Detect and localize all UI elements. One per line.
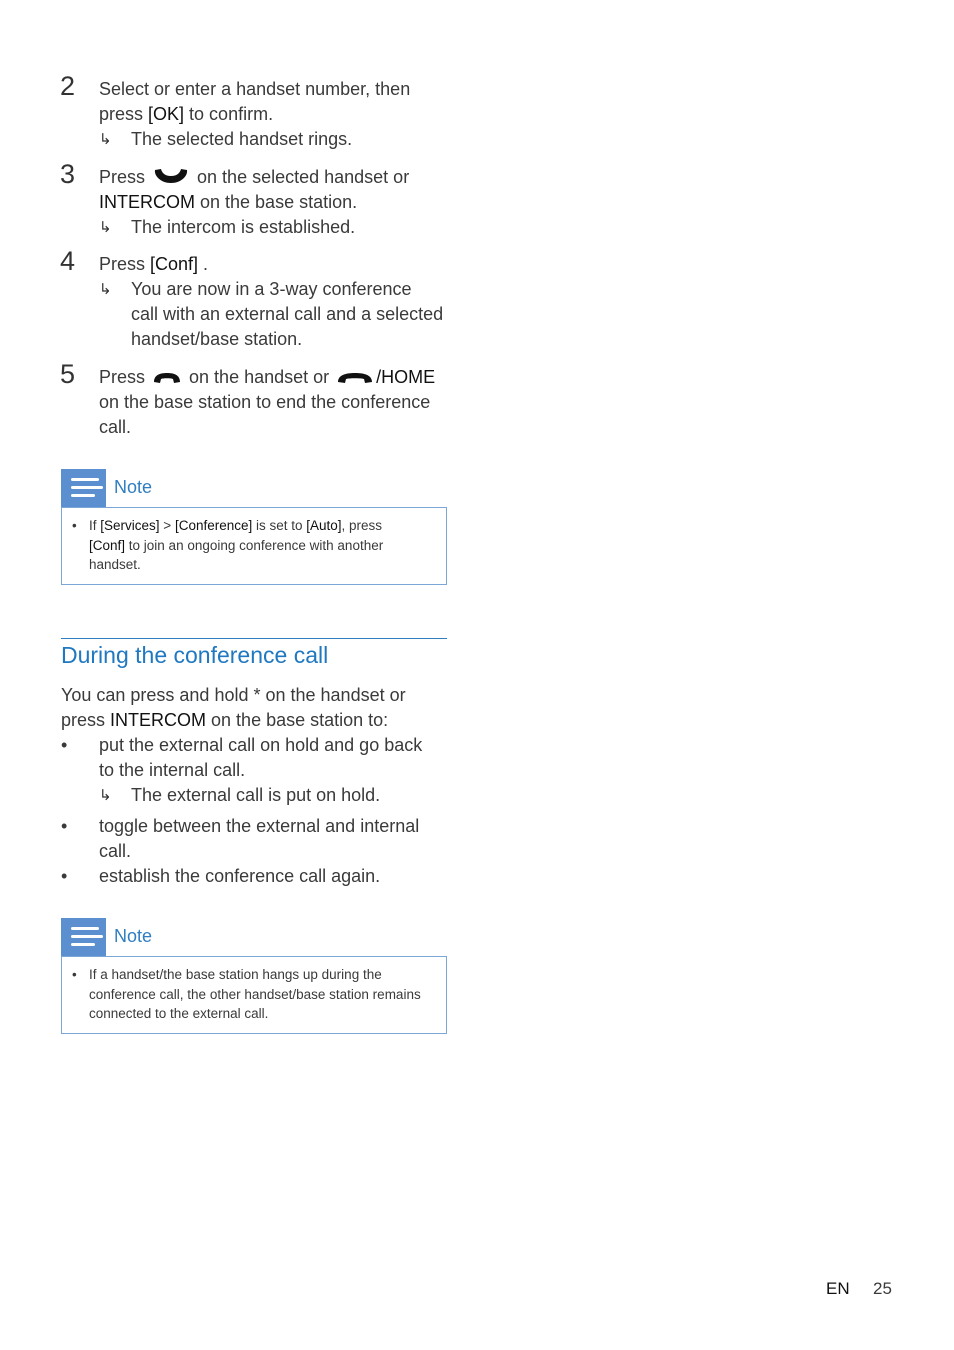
- step-4: [60, 246, 460, 352]
- step-5: [60, 359, 460, 440]
- step-text-part: on the selected handset or: [192, 167, 410, 187]
- step-result: [99, 215, 460, 240]
- step-text-part: Press: [99, 367, 146, 387]
- step-text: [99, 365, 460, 390]
- result-text: The external call is put on hold.: [131, 785, 381, 805]
- step-text: [99, 190, 460, 215]
- key-conf: [Conf]: [89, 537, 126, 553]
- phone-talk-icon: [152, 167, 190, 185]
- phone-end-icon: [336, 371, 374, 385]
- section-rule: [61, 638, 447, 639]
- step-text-part: Press: [99, 167, 146, 187]
- step-text-part: on the handset or: [184, 367, 330, 387]
- note-line: If a handset/the base station hangs up during the: [89, 967, 382, 982]
- list-item: [61, 733, 451, 808]
- list-item: [61, 814, 451, 864]
- bullet: •: [72, 967, 77, 982]
- note-box: [61, 918, 447, 1034]
- step-number: 5: [60, 359, 76, 389]
- step-2: [60, 71, 460, 152]
- note-lines-icon: [61, 918, 106, 956]
- note-content: [61, 507, 447, 585]
- step-text-part: Press: [99, 254, 151, 274]
- step-text: on the base station to end the conference: [99, 392, 431, 412]
- note-text: If: [89, 518, 101, 533]
- step-number: 3: [60, 159, 76, 189]
- note-header: [61, 469, 447, 507]
- section-intro: [61, 683, 451, 733]
- note-content: [61, 956, 447, 1034]
- note-text: is set to: [252, 518, 307, 533]
- key-home: /HOME: [376, 367, 436, 387]
- list-item: [61, 864, 451, 889]
- result-text: The selected handset rings.: [131, 129, 353, 149]
- list-text: call.: [99, 841, 132, 861]
- step-text: [99, 102, 460, 127]
- note-line: [89, 516, 434, 536]
- bullet: •: [61, 816, 68, 836]
- note-text: >: [159, 518, 175, 533]
- menu-auto: [Auto]: [306, 518, 342, 533]
- step-text: [99, 252, 460, 277]
- step-text-part: .: [198, 254, 209, 274]
- note-box: [61, 469, 447, 585]
- step-3: [60, 159, 460, 240]
- list-text: to the internal call.: [99, 760, 246, 780]
- step-text-part: on the base station.: [195, 192, 358, 212]
- note-line: connected to the external call.: [89, 1006, 269, 1021]
- result-arrow-icon: ↳: [99, 131, 112, 148]
- result-text: call with an external call and a selected: [131, 304, 444, 324]
- step-text: [99, 165, 460, 190]
- menu-services: [Services]: [100, 518, 160, 533]
- step-text-part: to confirm.: [184, 104, 274, 124]
- result-arrow-icon: ↳: [99, 787, 112, 804]
- bullet: •: [61, 866, 68, 886]
- note-header: [61, 918, 447, 956]
- note-line: handset.: [89, 557, 141, 572]
- list-text: toggle between the external and internal: [99, 816, 420, 836]
- note-title: Note: [114, 477, 153, 497]
- step-text: call.: [99, 417, 132, 437]
- step-result: [99, 127, 460, 152]
- bullet: •: [61, 735, 68, 755]
- note-line: conference call, the other handset/base station remains: [89, 986, 421, 1002]
- bullet: •: [72, 518, 77, 533]
- intro-line: [61, 708, 451, 733]
- step-result: [99, 783, 451, 808]
- step-text-part: press: [99, 104, 149, 124]
- phone-end-icon: [152, 371, 182, 385]
- key-ok: [OK]: [148, 104, 185, 124]
- note-line: [89, 536, 434, 556]
- result-text: handset/base station.: [131, 329, 303, 349]
- step-number: 4: [60, 246, 76, 276]
- key-conf: [Conf]: [150, 254, 199, 274]
- step-result: [99, 277, 460, 352]
- result-arrow-icon: ↳: [99, 281, 112, 298]
- section-title: During the conference call: [61, 642, 329, 668]
- intro-text: press: [61, 710, 111, 730]
- list-text: establish the conference call again.: [99, 866, 381, 886]
- key-intercom: INTERCOM: [110, 710, 207, 730]
- step-text: Select or enter a handset number, then: [99, 79, 411, 99]
- note-title: Note: [114, 926, 153, 946]
- result-text: The intercom is established.: [131, 217, 356, 237]
- step-number: 2: [60, 71, 76, 101]
- note-text: to join an ongoing conference with another: [125, 537, 384, 553]
- intro-text: on the base station to:: [206, 710, 389, 730]
- list-text: put the external call on hold and go back: [99, 735, 423, 755]
- page-number: 25: [873, 1279, 892, 1298]
- key-intercom: INTERCOM: [99, 192, 195, 212]
- footer-language: EN: [826, 1279, 850, 1298]
- result-arrow-icon: ↳: [99, 219, 112, 236]
- result-text: You are now in a 3-way conference: [131, 279, 412, 299]
- menu-conference: [Conference]: [174, 518, 253, 533]
- intro-line: You can press and hold * on the handset or: [61, 685, 406, 705]
- note-text: , press: [341, 518, 383, 533]
- note-lines-icon: [61, 469, 106, 507]
